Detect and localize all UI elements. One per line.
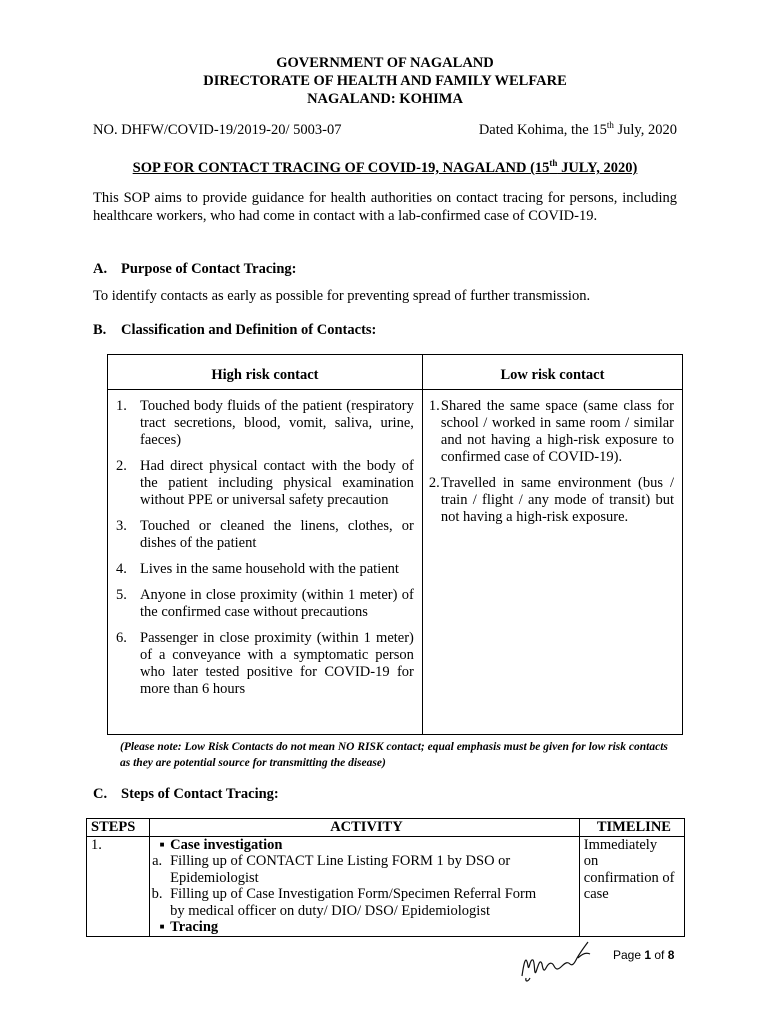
high-risk-item	[116, 630, 414, 698]
activity-item-b-cont	[154, 903, 579, 920]
item-b-text: Filling up of Case Investigation Form/Specimen Referral Form	[170, 886, 537, 902]
timeline-line: Immediately	[583, 836, 658, 853]
item-text: Lives in the same household with the patient	[140, 561, 399, 577]
high-risk-item	[116, 398, 414, 449]
sop-title	[0, 160, 770, 177]
intro-paragraph: This SOP aims to provide guidance for health authorities on contact tracing for persons, including healthcare workers, who had come in contact with a lab-confirmed case of COVID-19.	[93, 190, 677, 224]
item-a-mark: a.	[152, 853, 163, 869]
risk-classification-table	[107, 354, 683, 735]
section-a-text: To identify contacts as early as possible for preventing spread of further transmission.	[93, 288, 591, 304]
item-number: 3.	[116, 518, 127, 534]
risk-note: (Please note: Low Risk Contacts do not mean NO RISK contact; equal emphasis must be given for low risk contacts as they are potential source for transmitting the disease)	[120, 741, 668, 769]
step-number: 1.	[87, 836, 150, 936]
item-text: Touched or cleaned the linens, clothes, or dishes of the patient	[140, 518, 414, 551]
item-b-text-cont: by medical officer on duty/ DIO/ DSO/ Epidemiologist	[170, 902, 490, 919]
page-prefix: Page	[613, 948, 645, 962]
high-risk-item	[116, 458, 414, 509]
item-number: 1.	[116, 398, 127, 414]
high-risk-cell	[108, 390, 423, 735]
square-bullet-icon: ■	[159, 922, 165, 931]
low-risk-cell	[422, 390, 682, 735]
section-b-title: Classification and Definition of Contacts:	[121, 322, 377, 338]
letterhead-line-2: DIRECTORATE OF HEALTH AND FAMILY WELFARE	[203, 73, 567, 89]
item-text: Touched body fluids of the patient (respiratory tract secretions, blood, vomit, saliva, urine, faeces)	[140, 398, 414, 448]
activity-item-a-cont	[154, 870, 579, 887]
high-risk-list	[108, 390, 422, 698]
timeline-cell	[579, 836, 684, 936]
item-number: 6.	[116, 630, 127, 646]
low-risk-list	[423, 390, 682, 526]
section-c-title: Steps of Contact Tracing:	[121, 786, 279, 802]
activity-item-a	[144, 853, 579, 870]
letterhead-line-1: GOVERNMENT OF NAGALAND	[276, 55, 494, 71]
activity-item-b	[144, 886, 579, 903]
high-risk-item	[116, 561, 414, 578]
date-prefix: Dated Kohima, the 15	[478, 122, 607, 138]
reference-line	[93, 122, 677, 139]
timeline-line: on	[583, 853, 599, 869]
item-number: 2.	[428, 475, 440, 491]
item-text: Travelled in same environment (bus / train / flight / any mode of transit) but not having a high-risk exposure.	[440, 475, 674, 525]
activity-header: ACTIVITY	[150, 819, 580, 837]
item-a-text-cont: Epidemiologist	[170, 869, 259, 886]
steps-header: STEPS	[87, 819, 150, 837]
item-a-text: Filling up of CONTACT Line Listing FORM 1 by DSO or	[170, 853, 511, 869]
section-b-letter: B.	[93, 322, 107, 338]
title-end: JULY, 2020)	[557, 160, 638, 176]
bullet-text: Tracing	[170, 919, 219, 935]
reference-number: NO. DHFW/COVID-19/2019-20/ 5003-07	[93, 122, 342, 138]
section-c-heading	[93, 786, 279, 803]
page-total: 8	[667, 948, 675, 962]
item-number: 1.	[428, 398, 440, 414]
section-c-letter: C.	[93, 786, 108, 802]
square-bullet-icon: ■	[159, 839, 165, 849]
title-main: SOP FOR CONTACT TRACING OF COVID-19, NAGALAND (15	[132, 160, 550, 176]
date-line	[479, 122, 677, 139]
item-text: Anyone in close proximity (within 1 meter) of the confirmed case without precautions	[140, 587, 414, 620]
low-risk-item	[429, 475, 674, 526]
title-sup: th	[549, 158, 558, 169]
activity-bullet-case-investigation	[154, 837, 579, 854]
low-risk-header: Low risk contact	[422, 355, 682, 390]
section-a-title: Purpose of Contact Tracing:	[121, 261, 297, 277]
page-number	[613, 948, 674, 962]
section-b-heading	[93, 322, 376, 339]
handwritten-signature	[516, 932, 596, 986]
item-number: 4.	[116, 561, 127, 577]
item-number: 5.	[116, 587, 127, 603]
indent-spacer	[154, 903, 170, 920]
timeline-line: case	[583, 886, 609, 902]
date-suffix: July, 2020	[613, 122, 677, 138]
item-b-mark: b.	[151, 886, 163, 902]
high-risk-item	[116, 587, 414, 621]
low-risk-item	[429, 398, 674, 466]
steps-table	[86, 818, 685, 937]
timeline-header: TIMELINE	[579, 819, 684, 837]
item-text: Had direct physical contact with the body of the patient including physical examination without PPE or universal safety precaution	[140, 458, 414, 508]
date-sup: th	[606, 120, 614, 131]
high-risk-item	[116, 518, 414, 552]
item-number: 2.	[116, 458, 127, 474]
letterhead-line-3: NAGALAND: KOHIMA	[307, 91, 463, 107]
high-risk-header: High risk contact	[108, 355, 423, 390]
section-a-heading	[93, 261, 296, 278]
item-text: Shared the same space (same class for school / worked in same room / similar and not having a high-risk exposure to confirmed case of COVID-19).	[440, 398, 674, 465]
section-a-letter: A.	[93, 261, 108, 277]
item-text: Passenger in close proximity (within 1 meter) of a conveyance with a symptomatic person who later tested positive for COVID-19 for more than 6 hours	[140, 630, 414, 697]
page-current: 1	[644, 948, 652, 962]
page-of: of	[651, 948, 668, 962]
timeline-line: confirmation of	[583, 869, 675, 886]
activity-cell	[150, 836, 580, 936]
indent-spacer	[154, 870, 170, 887]
bullet-text: Case investigation	[170, 836, 283, 853]
letterhead	[0, 54, 770, 108]
